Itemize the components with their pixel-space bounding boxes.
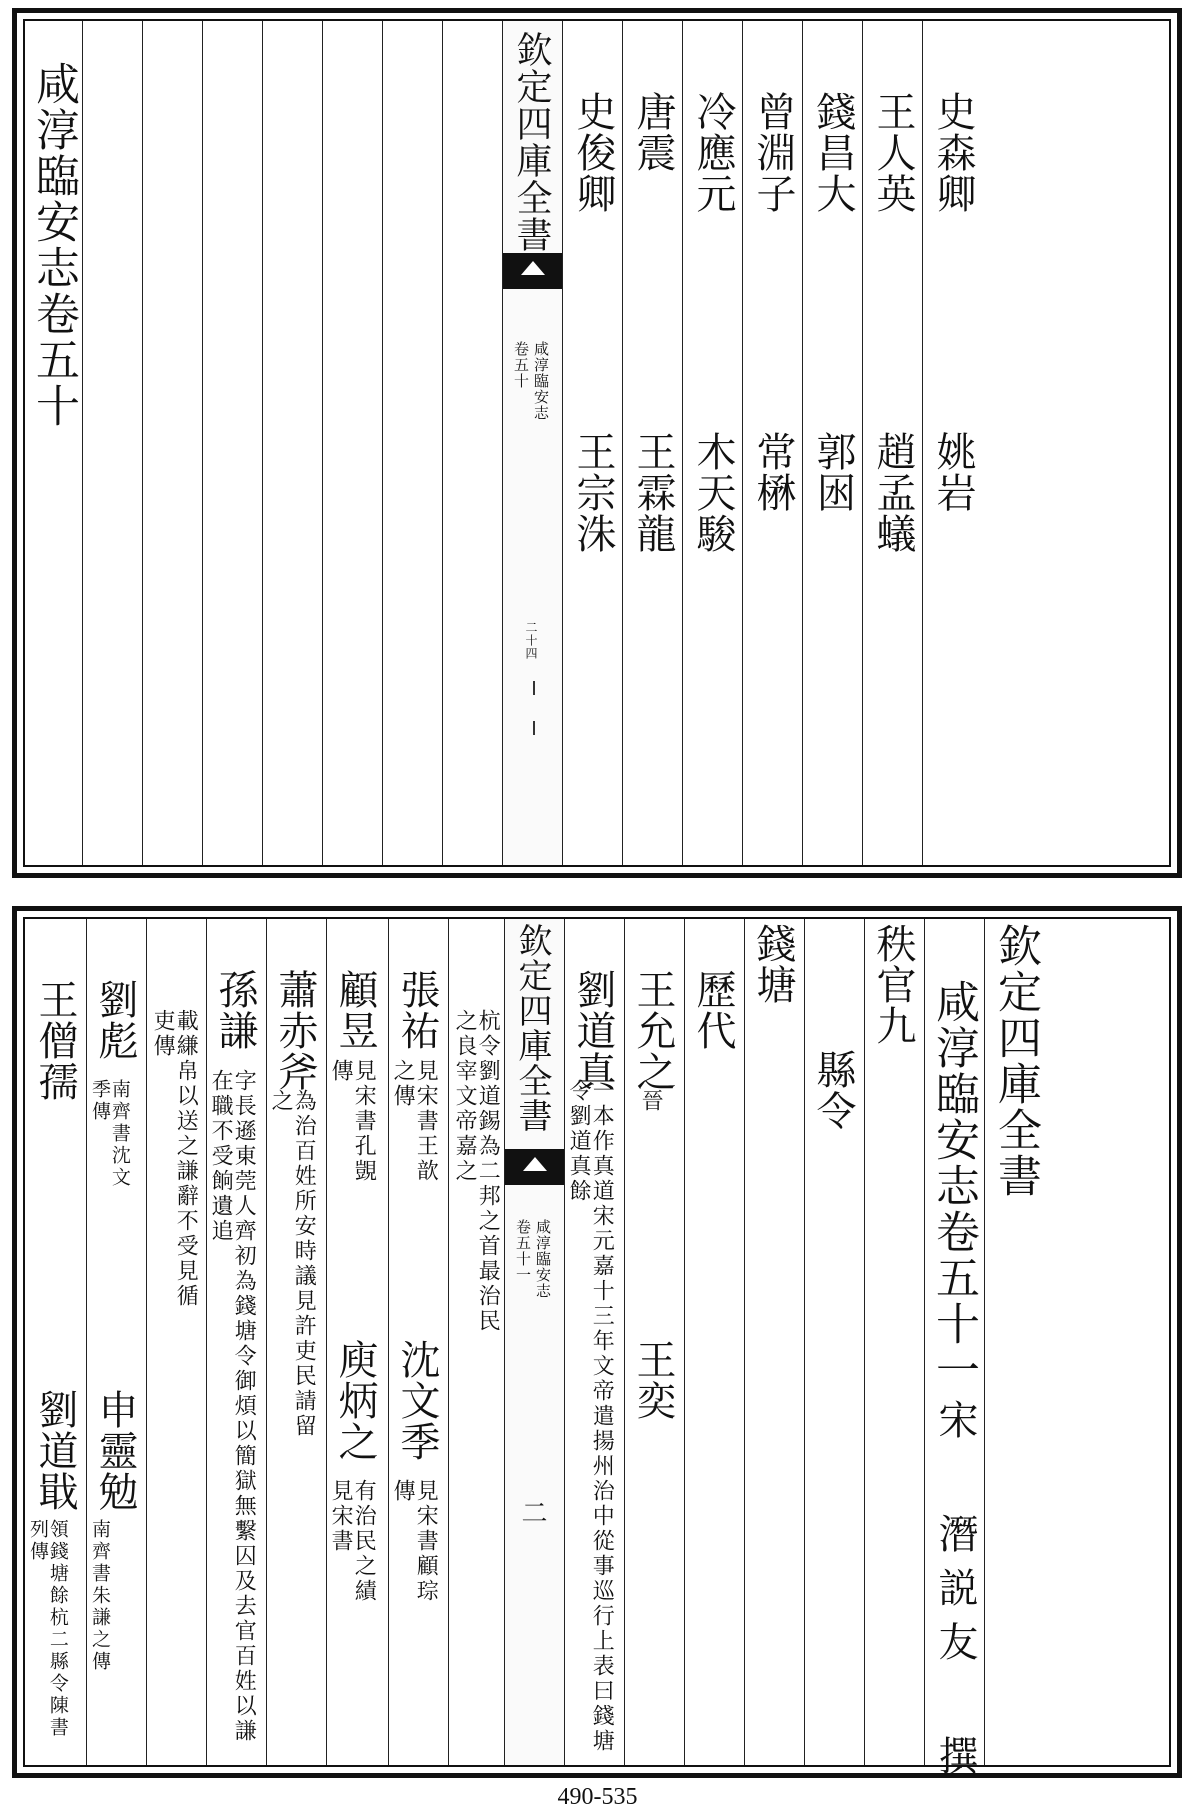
official-name: 劉道真 — [570, 969, 616, 1092]
top-name-column — [923, 21, 983, 865]
spine-tick — [533, 681, 535, 695]
fish-tail-mark — [505, 1149, 564, 1185]
official-name: 劉道戢 — [32, 1389, 78, 1512]
blank-column — [203, 21, 263, 865]
entry-column — [87, 919, 147, 1765]
official-note: 領錢塘餘杭二縣令陳書列傳 — [26, 1519, 69, 1739]
official-note: 南齊書沈文季傳 — [88, 1079, 131, 1189]
official-name: 孫謙 — [212, 969, 258, 1051]
official-name-upper: 錢昌大 — [810, 91, 856, 214]
official-name-lower: 王宗洙 — [570, 431, 616, 554]
collection-header: 欽定四庫全書 — [990, 923, 1041, 1199]
blank-column — [323, 21, 383, 865]
entry-column — [25, 919, 87, 1765]
spine-leaf: 二 — [517, 1499, 547, 1526]
section-heading: 秩官九 — [870, 923, 916, 1046]
official-name-upper: 曾淵子 — [750, 91, 796, 214]
official-name: 庾炳之 — [332, 1339, 378, 1462]
note-column — [147, 919, 207, 1765]
official-name: 沈文季 — [394, 1339, 440, 1462]
official-note: 南齊書朱謙之傳 — [88, 1519, 111, 1673]
blank-column — [263, 21, 323, 865]
official-name-upper: 唐震 — [630, 91, 676, 173]
official-name: 王奕 — [630, 1339, 676, 1421]
top-name-column — [743, 21, 803, 865]
section-column — [865, 919, 925, 1765]
entry-column — [625, 919, 685, 1765]
official-note: 見宋書王歆之傳 — [390, 1059, 439, 1184]
bottom-page — [12, 906, 1182, 1789]
spine-leaf: 二十四 — [524, 621, 538, 660]
subsection-column — [805, 919, 865, 1765]
blank-column — [443, 21, 503, 865]
official-note: 杭令劉道錫為二邦之首最治民之良宰文帝嘉之 — [452, 1009, 501, 1334]
official-note: 見宋書顧琮傳 — [390, 1479, 439, 1604]
official-name-lower: 姚岩 — [930, 431, 976, 513]
district-heading: 錢塘 — [750, 923, 796, 1005]
fish-tail-mark — [503, 253, 562, 289]
blank-column — [383, 21, 443, 865]
official-name-lower: 趙孟蟻 — [870, 431, 916, 554]
end-title: 咸淳臨安志卷五十 — [28, 61, 79, 429]
official-name-lower: 木天駿 — [690, 431, 736, 554]
note-column — [449, 919, 505, 1765]
top-name-column — [863, 21, 923, 865]
official-name-lower: 常楙 — [750, 431, 796, 513]
official-name-upper: 冷應元 — [690, 91, 736, 214]
top-page-frame — [23, 19, 1171, 867]
title-column — [925, 919, 985, 1789]
header-column — [985, 919, 1179, 1765]
top-page — [12, 8, 1182, 878]
official-name-upper: 史俊卿 — [570, 91, 616, 214]
official-note: 載縑帛以送之謙辭不受見循吏傳 — [150, 1009, 199, 1309]
official-note: 見宋書孔覬傳 — [328, 1059, 377, 1184]
spine-collection: 欽定四庫全書 — [511, 31, 552, 253]
entry-column — [565, 919, 625, 1765]
spine-tick — [533, 721, 535, 735]
district-column — [745, 919, 805, 1765]
spine-book-title: 咸淳臨安志 — [534, 1219, 552, 1299]
official-name: 王允之 — [630, 969, 676, 1092]
official-note: 字長遜東莞人齊初為錢塘令御煩以簡獄無繫囚及去官百姓以謙在職不受餉遺追 — [208, 1069, 257, 1744]
bottom-spine — [505, 919, 565, 1765]
official-name: 蕭赤斧 — [272, 969, 318, 1092]
top-name-column — [623, 21, 683, 865]
official-name-upper: 王人英 — [870, 91, 916, 214]
official-note: 有治民之績見宋書 — [328, 1479, 377, 1604]
top-name-column — [803, 21, 863, 865]
spine-volume: 卷五十 — [512, 341, 530, 389]
official-name-lower: 郭囦 — [810, 431, 856, 513]
era-heading: 歷代 — [690, 969, 736, 1051]
spine-collection: 欽定四庫全書 — [512, 923, 552, 1133]
blank-column — [143, 21, 203, 865]
official-name-upper: 史森卿 — [930, 91, 976, 214]
entry-column — [389, 919, 449, 1765]
official-name: 王僧孺 — [32, 979, 78, 1102]
top-spine — [503, 21, 563, 865]
top-name-column — [683, 21, 743, 865]
official-note: 一本作真道宋元嘉十三年文帝遣揚州治中從事巡行上表曰錢塘令劉道真餘 — [566, 1079, 615, 1754]
author-line: 宋 潛説友 撰 — [932, 1399, 978, 1789]
official-note: 晉 — [638, 1089, 664, 1114]
official-name: 申靈勉 — [92, 1389, 138, 1512]
entry-column — [327, 919, 389, 1765]
official-name: 顧昱 — [332, 969, 378, 1051]
volume-title: 咸淳臨安志卷五十一 — [928, 979, 979, 1393]
entry-column — [207, 919, 267, 1765]
top-end-title-column — [25, 21, 83, 865]
official-name: 劉彪 — [92, 979, 138, 1061]
official-name-lower: 王霖龍 — [630, 431, 676, 554]
bottom-page-frame — [23, 917, 1171, 1789]
official-name: 張祐 — [394, 969, 440, 1051]
blank-column — [83, 21, 143, 865]
official-note: 為治百姓所安時議見許吏民請留之 — [268, 1089, 317, 1439]
spine-book-title: 咸淳臨安志 — [532, 341, 550, 421]
entry-column — [267, 919, 327, 1765]
era-column — [685, 919, 745, 1765]
spine-volume: 卷五十一 — [514, 1219, 532, 1283]
subsection-heading: 縣令 — [810, 1049, 856, 1131]
page-footer-number: 490-535 — [557, 1784, 638, 1810]
top-name-column — [563, 21, 623, 865]
